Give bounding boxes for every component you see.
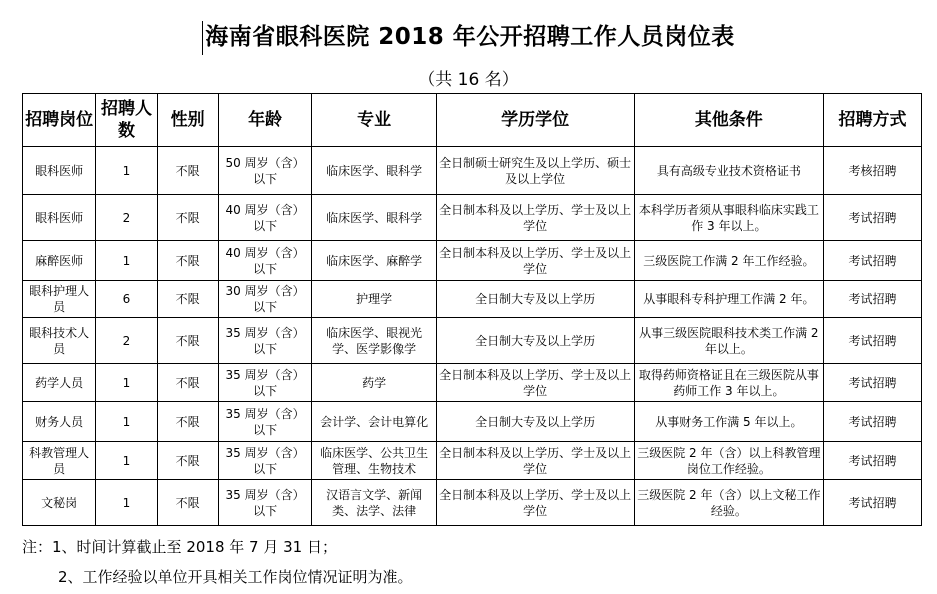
cell-other-conditions: 三级医院 2 年（含）以上科教管理岗位工作经验。 (634, 442, 824, 480)
cell-other-conditions: 三级医院 2 年（含）以上文秘工作经验。 (634, 480, 824, 526)
cell-education: 全日制硕士研究生及以上学历、硕士及以上学位 (436, 147, 634, 195)
header-other-conditions: 其他条件 (634, 94, 824, 147)
table-row (23, 318, 922, 364)
cell-major: 临床医学、眼科学 (312, 147, 436, 195)
header-gender: 性别 (157, 94, 218, 147)
note-2: 2、工作经验以单位开具相关工作岗位情况证明为准。 (58, 568, 413, 586)
cell-gender: 不限 (157, 402, 218, 442)
notes (22, 537, 413, 587)
cell-age: 35 周岁（含）以下 (218, 318, 312, 364)
note-1: 注：1、时间计算截止至 2018 年 7 月 31 日； (22, 538, 337, 556)
table-row (23, 195, 922, 241)
cell-major: 临床医学、眼视光学、医学影像学 (312, 318, 436, 364)
cell-gender: 不限 (157, 480, 218, 526)
header-position: 招聘岗位 (23, 94, 96, 147)
cell-age: 50 周岁（含）以下 (218, 147, 312, 195)
cell-age: 30 周岁（含）以下 (218, 281, 312, 318)
cell-education: 全日制大专及以上学历 (436, 281, 634, 318)
cell-education: 全日制本科及以上学历、学士及以上学位 (436, 442, 634, 480)
cell-education: 全日制本科及以上学历、学士及以上学位 (436, 241, 634, 281)
cell-gender: 不限 (157, 364, 218, 402)
table-body (23, 147, 922, 526)
page-title-text: 海南省眼科医院 2018 年公开招聘工作人员岗位表 (205, 24, 735, 50)
cell-education: 全日制本科及以上学历、学士及以上学位 (436, 480, 634, 526)
cell-other-conditions: 从事三级医院眼科技术类工作满 2 年以上。 (634, 318, 824, 364)
cell-gender: 不限 (157, 195, 218, 241)
cell-recruit-method: 考试招聘 (824, 195, 922, 241)
cell-other-conditions: 具有高级专业技术资格证书 (634, 147, 824, 195)
cell-count: 1 (96, 402, 157, 442)
cell-position: 文秘岗 (23, 480, 96, 526)
cell-count: 1 (96, 364, 157, 402)
cell-count: 1 (96, 241, 157, 281)
cell-recruit-method: 考试招聘 (824, 318, 922, 364)
cell-position: 药学人员 (23, 364, 96, 402)
cell-major: 临床医学、公共卫生管理、生物技术 (312, 442, 436, 480)
header-count: 招聘人数 (96, 94, 157, 147)
cell-position: 眼科医师 (23, 195, 96, 241)
cell-other-conditions: 从事财务工作满 5 年以上。 (634, 402, 824, 442)
header-recruit-method: 招聘方式 (824, 94, 922, 147)
header-age: 年龄 (218, 94, 312, 147)
cell-recruit-method: 考试招聘 (824, 364, 922, 402)
cell-age: 35 周岁（含）以下 (218, 442, 312, 480)
cell-gender: 不限 (157, 281, 218, 318)
cell-major: 会计学、会计电算化 (312, 402, 436, 442)
header-education: 学历学位 (436, 94, 634, 147)
table-header (23, 94, 922, 147)
cell-age: 40 周岁（含）以下 (218, 241, 312, 281)
table-row (23, 241, 922, 281)
cell-recruit-method: 考试招聘 (824, 241, 922, 281)
cell-position: 财务人员 (23, 402, 96, 442)
cell-age: 35 周岁（含）以下 (218, 402, 312, 442)
header-major: 专业 (312, 94, 436, 147)
cell-major: 汉语言文学、新闻类、法学、法律 (312, 480, 436, 526)
cell-recruit-method: 考核招聘 (824, 147, 922, 195)
cell-position: 眼科护理人员 (23, 281, 96, 318)
cell-recruit-method: 考试招聘 (824, 402, 922, 442)
table-row (23, 281, 922, 318)
cell-position: 科教管理人员 (23, 442, 96, 480)
header-row (23, 94, 922, 147)
cell-position: 眼科技术人员 (23, 318, 96, 364)
cell-position: 麻醉医师 (23, 241, 96, 281)
page-title (0, 18, 937, 55)
cell-education: 全日制大专及以上学历 (436, 318, 634, 364)
cell-major: 临床医学、眼科学 (312, 195, 436, 241)
cell-gender: 不限 (157, 241, 218, 281)
cell-education: 全日制本科及以上学历、学士及以上学位 (436, 364, 634, 402)
cell-major: 临床医学、麻醉学 (312, 241, 436, 281)
cell-count: 1 (96, 147, 157, 195)
text-cursor (202, 21, 203, 55)
table-row (23, 147, 922, 195)
cell-gender: 不限 (157, 442, 218, 480)
table-row (23, 364, 922, 402)
cell-age: 40 周岁（含）以下 (218, 195, 312, 241)
cell-recruit-method: 考试招聘 (824, 281, 922, 318)
subtitle: （共 16 名） (418, 70, 519, 90)
cell-education: 全日制大专及以上学历 (436, 402, 634, 442)
cell-gender: 不限 (157, 147, 218, 195)
cell-age: 35 周岁（含）以下 (218, 480, 312, 526)
cell-other-conditions: 从事眼科专科护理工作满 2 年。 (634, 281, 824, 318)
table-row (23, 402, 922, 442)
cell-other-conditions: 三级医院工作满 2 年工作经验。 (634, 241, 824, 281)
cell-other-conditions: 本科学历者须从事眼科临床实践工作 3 年以上。 (634, 195, 824, 241)
cell-gender: 不限 (157, 318, 218, 364)
cell-count: 2 (96, 195, 157, 241)
cell-count: 1 (96, 442, 157, 480)
cell-education: 全日制本科及以上学历、学士及以上学位 (436, 195, 634, 241)
cell-age: 35 周岁（含）以下 (218, 364, 312, 402)
table-row (23, 480, 922, 526)
cell-recruit-method: 考试招聘 (824, 442, 922, 480)
job-table (22, 93, 922, 526)
cell-count: 1 (96, 480, 157, 526)
cell-major: 护理学 (312, 281, 436, 318)
cell-count: 2 (96, 318, 157, 364)
cell-position: 眼科医师 (23, 147, 96, 195)
table-row (23, 442, 922, 480)
cell-count: 6 (96, 281, 157, 318)
cell-major: 药学 (312, 364, 436, 402)
cell-other-conditions: 取得药师资格证且在三级医院从事药师工作 3 年以上。 (634, 364, 824, 402)
cell-recruit-method: 考试招聘 (824, 480, 922, 526)
